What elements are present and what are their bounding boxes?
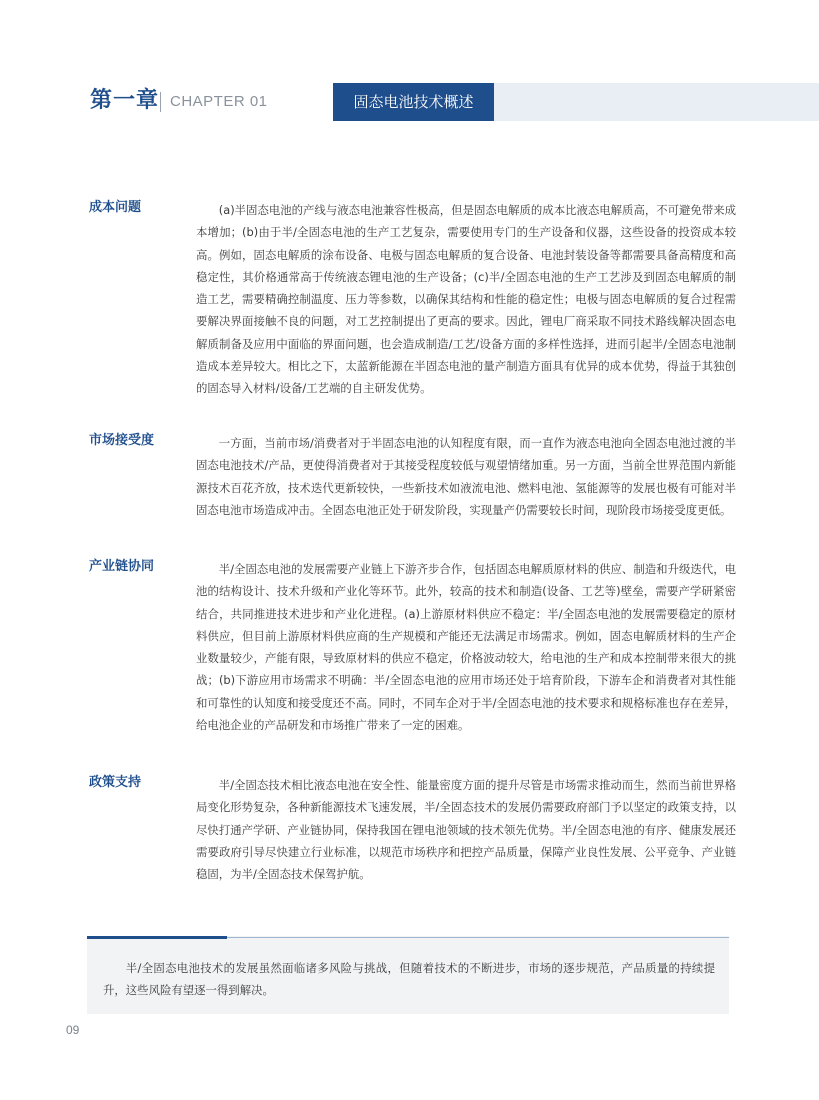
page-number: 09 <box>66 1023 80 1037</box>
header-divider <box>160 92 161 112</box>
section-label: 政策支持 <box>89 775 142 790</box>
chapter-english-label: CHAPTER 01 <box>170 93 268 110</box>
summary-accent-line <box>87 936 227 939</box>
section-label: 产业链协同 <box>89 559 155 574</box>
chapter-number: 第一章 <box>90 88 160 113</box>
section-body: 一方面，当前市场/消费者对于半固态电池的认知程度有限，而一直作为液态电池向全固态电池过渡的半固态电池技术/产品，更使得消费者对于其接受程度较低与观望情绪加重。另一方面，当前全世界范围内新能源技术百花齐放，技术迭代更新较快，一些新技术如液流电池、燃料电池、氢能源等的发展也极有可能对半固态电池市场造成冲击。全固态电池正处于研发阶段，实现量产仍需要较长时间，现阶段市场接受度更低。 <box>196 436 736 517</box>
section-body: (a)半固态电池的产线与液态电池兼容性极高，但是固态电解质的成本比液态电解质高，不可避免带来成本增加；(b)由于半/全固态电池的生产工艺复杂，需要使用专门的生产设备和仪器，这些设备的投资成本较高。例如，固态电解质的涂布设备、电极与固态电解质的复合设备、电池封装设备等都需要具备高精度和高稳定性，其价格通常高于传统液态锂电池的生产设备；(c)半/全固态电池的生产工艺涉及到固态电解质的制造工艺，需要精确控制温度、压力等参数，以确保其结构和性能的稳定性；电极与固态电解质的复合过程需要解决界面接触不良的问题，对工艺控制提出了更高的要求。因此，锂电厂商采取不同技术路线解决固态电解质制备及应用中面临的界面问题，也会造成制造/工艺/设备方面的多样性选择，进而引起半/全固态电池制造成本差异较大。相比之下，太蓝新能源在半固态电池的量产制造方面具有优异的成本优势，得益于其独创的固态导入材料/设备/工艺端的自主研发优势。 <box>196 203 736 396</box>
section-label: 市场接受度 <box>89 433 155 448</box>
summary-text: 半/全固态电池技术的发展虽然面临诸多风险与挑战，但随着技术的不断进步，市场的逐步规范，产品质量的持续提升，这些风险有望逐一得到解决。 <box>103 961 715 997</box>
chapter-title: 固态电池技术概述 <box>353 93 474 111</box>
summary-divider-line <box>227 937 729 938</box>
section-body: 半/全固态电池的发展需要产业链上下游齐步合作，包括固态电解质原材料的供应、制造和升级迭代，电池的结构设计、技术升级和产业化等环节。此外，较高的技术和制造(设备、工艺等)壁垒，需要产学研紧密结合，共同推进技术进步和产业化进程。(a)上游原材料供应不稳定：半/全固态电池的发展需要稳定的原材料供应，但目前上游原材料供应商的生产规模和产能还无法满足市场需求。例如，固态电解质材料的生产企业数量较少，产能有限，导致原材料的供应不稳定，价格波动较大，给电池的生产和成本控制带来很大的挑战；(b)下游应用市场需求不明确：半/全固态电池的应用市场还处于培育阶段，下游车企和消费者对其性能和可靠性的认知度和接受度还不高。同时，不同车企对于半/全固态电池的技术要求和规格标准也存在差异，给电池企业的产品研发和市场推广带来了一定的困难。 <box>196 562 736 733</box>
section-label: 成本问题 <box>89 200 142 215</box>
section-body: 半/全固态技术相比液态电池在安全性、能量密度方面的提升尽管是市场需求推动而生，然而当前世界格局变化形势复杂，各种新能源技术飞速发展，半/全固态技术的发展仍需要政府部门予以坚定的政策支持，以尽快打通产学研、产业链协同，保持我国在锂电池领域的技术领先优势。半/全固态电池的有序、健康发展还需要政府引导尽快建立行业标准，以规范市场秩序和把控产品质量，保障产业良性发展、公平竞争、产业链稳固，为半/全固态技术保驾护航。 <box>196 778 736 882</box>
chapter-header <box>0 83 819 121</box>
